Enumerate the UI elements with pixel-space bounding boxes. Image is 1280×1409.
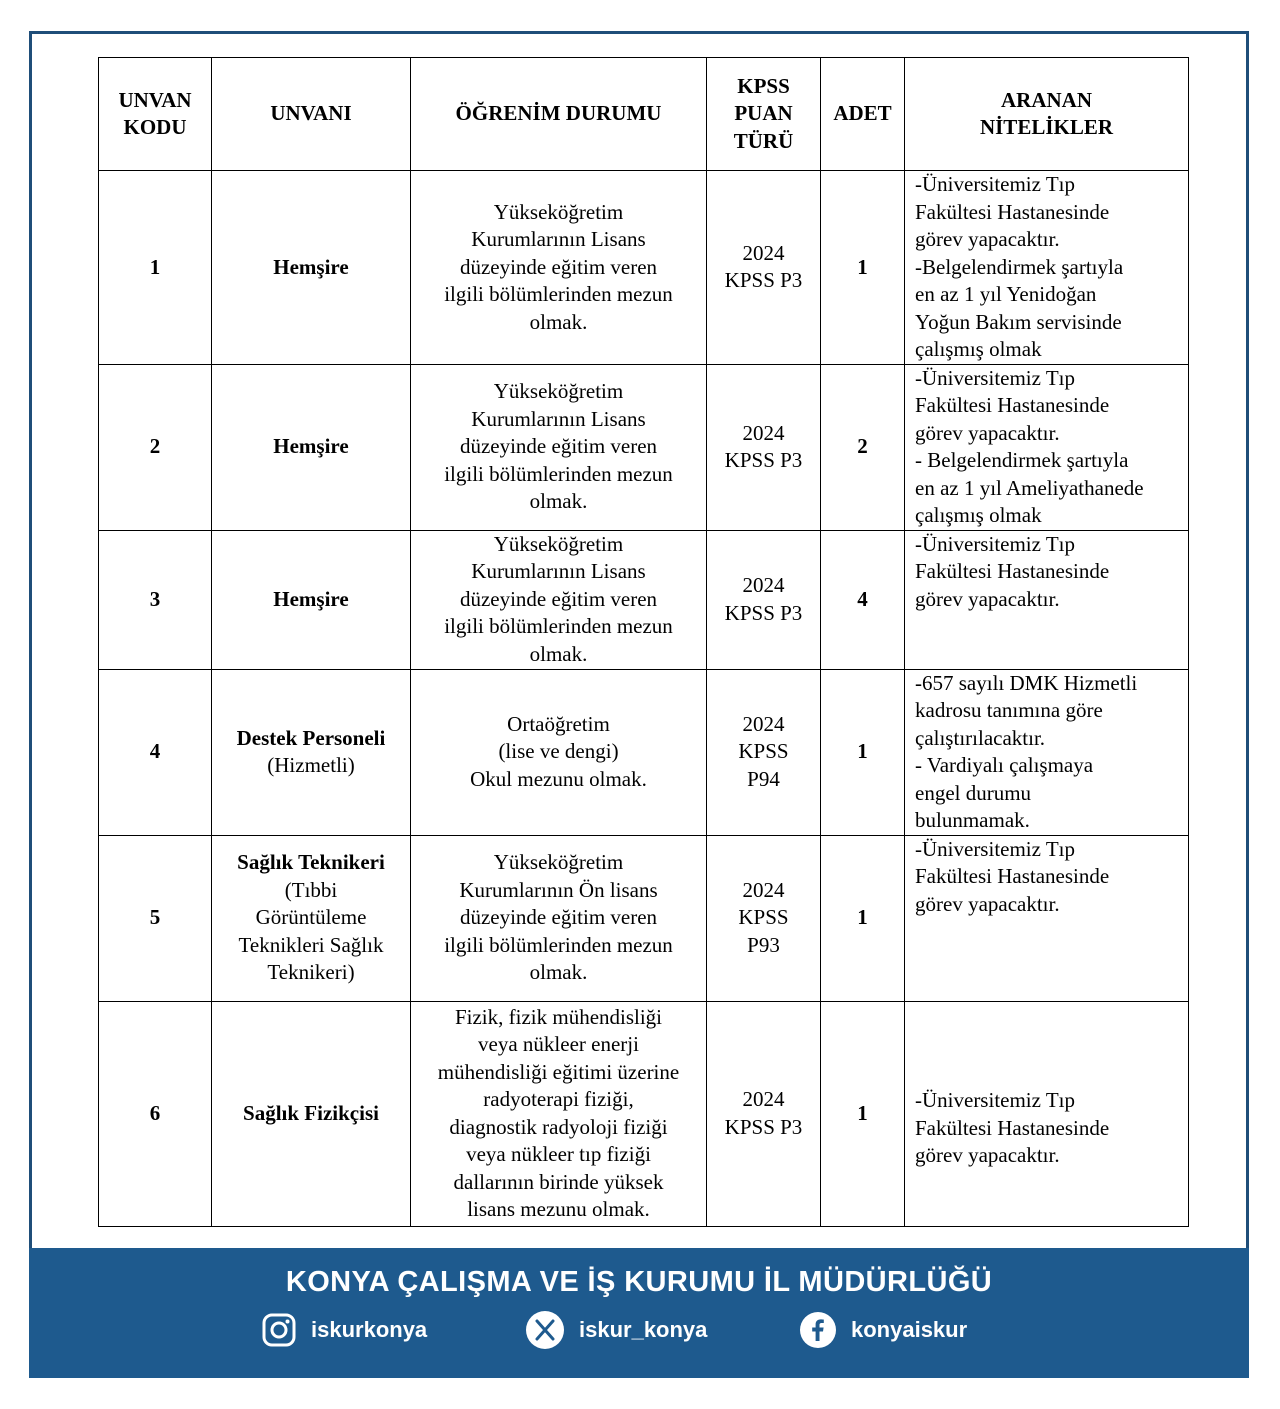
facebook-icon [799, 1311, 837, 1349]
cell-title [212, 530, 411, 669]
cell-education: Ortaöğretim (lise ve dengi) Okul mezunu olmak. [411, 669, 707, 835]
instagram-link[interactable] [261, 1310, 427, 1350]
header-count: ADET [821, 58, 905, 171]
instagram-icon [261, 1312, 297, 1348]
cell-requirements: -657 sayılı DMK Hizmetli kadrosu tanımına göre çalıştırılacaktır. - Vardiyalı çalışmaya engel durumu bulunmamak. [905, 669, 1189, 835]
table-header-row [99, 58, 1189, 171]
cell-title [212, 669, 411, 835]
title-sub: (Hizmetli) [267, 753, 355, 777]
cell-kpss: 2024 KPSS P94 [707, 669, 821, 835]
header-code: UNVAN KODU [99, 58, 212, 171]
title-main: Sağlık Fizikçisi [243, 1100, 379, 1125]
header-education: ÖĞRENİM DURUMU [411, 58, 707, 171]
cell-education: Yükseköğretim Kurumlarının Lisans düzeyinde eğitim veren ilgili bölümlerinden mezun olmak. [411, 530, 707, 669]
cell-kpss: 2024 KPSS P3 [707, 364, 821, 530]
header-title: UNVANI [212, 58, 411, 171]
cell-requirements [905, 1001, 1189, 1226]
facebook-handle: konyaiskur [851, 1317, 968, 1342]
cell-title [212, 835, 411, 1001]
cell-title [212, 171, 411, 365]
cell-count: 4 [821, 530, 905, 669]
header-kpss: KPSS PUAN TÜRÜ [707, 58, 821, 171]
cell-code: 6 [99, 1001, 212, 1226]
cell-count: 1 [821, 669, 905, 835]
cell-requirements: -Üniversitemiz Tıp Fakültesi Hastanesinde görev yapacaktır. [905, 530, 1189, 669]
table-row [99, 835, 1189, 1001]
table-row [99, 530, 1189, 669]
cell-count: 1 [821, 835, 905, 1001]
facebook-link[interactable] [799, 1310, 967, 1350]
title-main: Hemşire [273, 254, 349, 279]
x-twitter-handle: iskur_konya [579, 1317, 708, 1342]
footer-banner [29, 1248, 1249, 1378]
cell-kpss: 2024 KPSS P93 [707, 835, 821, 1001]
cell-title [212, 364, 411, 530]
cell-requirements: -Üniversitemiz Tıp Fakültesi Hastanesinde görev yapacaktır. - Belgelendirmek şartıyla en az 1 yıl Ameliyathanede çalışmış olmak [905, 364, 1189, 530]
title-main: Hemşire [273, 586, 349, 611]
header-requirements: ARANAN NİTELİKLER [905, 58, 1189, 171]
cell-count: 2 [821, 364, 905, 530]
cell-education: Yükseköğretim Kurumlarının Ön lisans düzeyinde eğitim veren ilgili bölümlerinden mezun olmak. [411, 835, 707, 1001]
table-row [99, 669, 1189, 835]
cell-title [212, 1001, 411, 1226]
cell-kpss: 2024 KPSS P3 [707, 1001, 821, 1226]
cell-code: 3 [99, 530, 212, 669]
x-twitter-icon [525, 1310, 565, 1350]
table-row [99, 171, 1189, 365]
x-twitter-link[interactable] [525, 1310, 707, 1350]
cell-count: 1 [821, 1001, 905, 1226]
cell-education: Fizik, fizik mühendisliği veya nükleer enerji mühendisliği eğitimi üzerine radyoterapi fiziği, diagnostik radyoloji fiziği veya nükleer tıp fiziği dallarının birinde yüksek lisans mezunu olmak. [411, 1001, 707, 1226]
requirements-text: -Üniversitemiz Tıp Fakültesi Hastanesinde görev yapacaktır. [915, 1088, 1110, 1167]
title-sub: (Tıbbi Görüntüleme Teknikleri Sağlık Teknikeri) [238, 877, 384, 985]
table-row [99, 1001, 1189, 1226]
title-main: Hemşire [273, 434, 349, 459]
job-listings-table [98, 57, 1189, 1227]
title-main: Destek Personeli [236, 725, 386, 750]
cell-code: 4 [99, 669, 212, 835]
title-main: Sağlık Teknikeri [237, 850, 385, 875]
cell-education: Yükseköğretim Kurumlarının Lisans düzeyinde eğitim veren ilgili bölümlerinden mezun olmak. [411, 364, 707, 530]
cell-requirements: -Üniversitemiz Tıp Fakültesi Hastanesinde görev yapacaktır. [905, 835, 1189, 1001]
cell-kpss: 2024 KPSS P3 [707, 530, 821, 669]
cell-code: 2 [99, 364, 212, 530]
cell-count: 1 [821, 171, 905, 365]
instagram-handle: iskurkonya [311, 1317, 428, 1342]
footer-title: KONYA ÇALIŞMA VE İŞ KURUMU İL MÜDÜRLÜĞÜ [285, 1266, 993, 1298]
table-row [99, 364, 1189, 530]
cell-code: 5 [99, 835, 212, 1001]
cell-education: Yükseköğretim Kurumlarının Lisans düzeyinde eğitim veren ilgili bölümlerinden mezun olmak. [411, 171, 707, 365]
cell-code: 1 [99, 171, 212, 365]
cell-kpss: 2024 KPSS P3 [707, 171, 821, 365]
cell-requirements: -Üniversitemiz Tıp Fakültesi Hastanesinde görev yapacaktır. -Belgelendirmek şartıyla en az 1 yıl Yenidoğan Yoğun Bakım servisinde çalışmış olmak [905, 171, 1189, 365]
